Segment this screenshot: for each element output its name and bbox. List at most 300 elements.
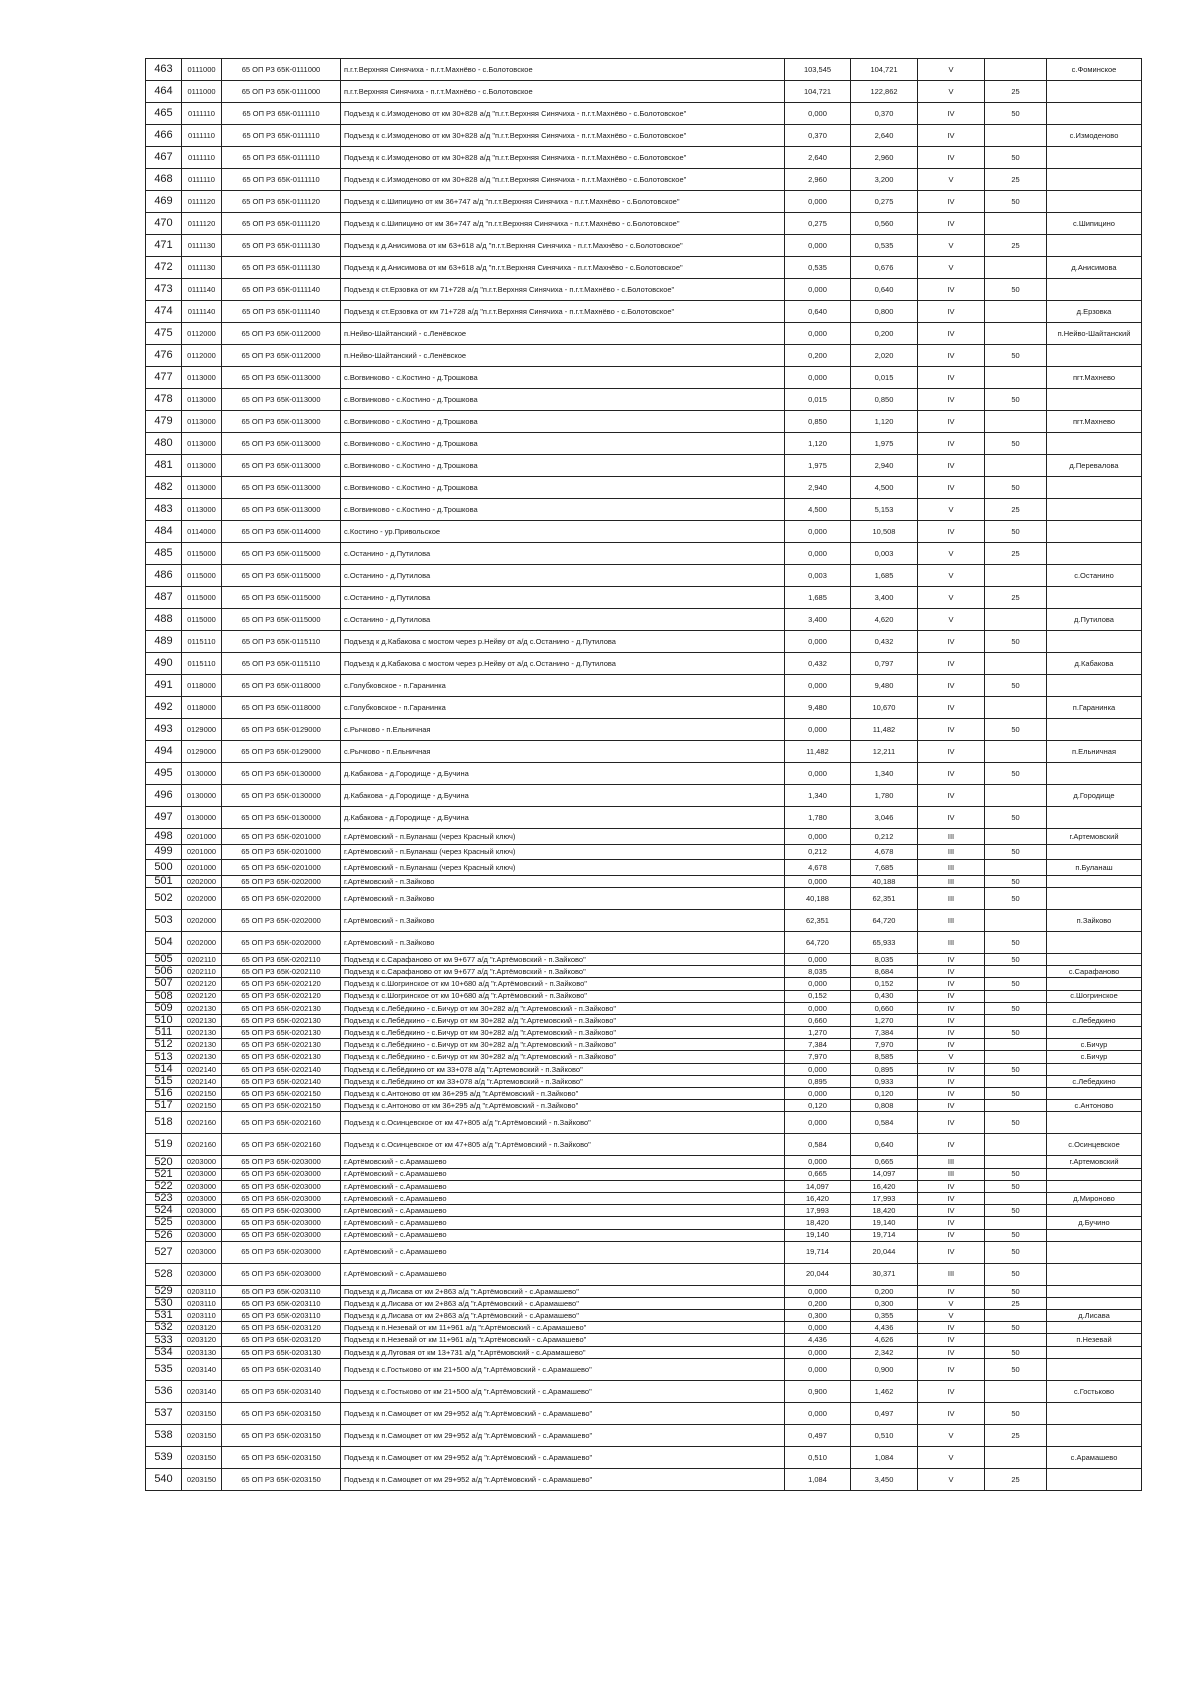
km-start-cell: 0,000 — [785, 191, 851, 213]
row-number-cell: 488 — [146, 609, 182, 631]
speed-limit-cell — [985, 990, 1047, 1002]
table-row — [146, 697, 1142, 719]
row-number-cell: 540 — [146, 1468, 182, 1490]
km-end-cell: 65,933 — [851, 931, 918, 953]
speed-limit-cell: 25 — [985, 587, 1047, 609]
km-start-cell: 1,780 — [785, 807, 851, 829]
row-number-cell: 511 — [146, 1027, 182, 1039]
road-name-cell: Подъезд к д.Лисава от км 2+863 а/д "г.Артёмовский - с.Арамашево" — [341, 1310, 785, 1322]
settlement-name-cell: п.Ельничная — [1047, 741, 1142, 763]
registration-number-cell: 65 ОП РЗ 65К-0113000 — [222, 411, 341, 433]
road-category-cell: IV — [918, 1346, 985, 1358]
road-code-cell: 0111130 — [182, 235, 222, 257]
road-category-cell: III — [918, 887, 985, 909]
table-row — [146, 103, 1142, 125]
road-category-cell: V — [918, 565, 985, 587]
road-code-cell: 0202130 — [182, 1002, 222, 1014]
road-category-cell: IV — [918, 1241, 985, 1263]
road-code-cell: 0203000 — [182, 1217, 222, 1229]
road-name-cell: Подъезд к с.Лебёдкино - с.Бичур от км 30+282 а/д "г.Артемовский - п.Зайково" — [341, 1014, 785, 1026]
row-number-cell: 519 — [146, 1134, 182, 1156]
row-number-cell: 469 — [146, 191, 182, 213]
km-start-cell: 0,497 — [785, 1424, 851, 1446]
road-category-cell: IV — [918, 433, 985, 455]
road-category-cell: IV — [918, 1002, 985, 1014]
km-end-cell: 1,270 — [851, 1014, 918, 1026]
settlement-name-cell: пгт.Махнево — [1047, 411, 1142, 433]
km-start-cell: 1,685 — [785, 587, 851, 609]
road-name-cell: Подъезд к с.Гостьково от км 21+500 а/д "г.Артёмовский - с.Арамашево" — [341, 1358, 785, 1380]
registration-number-cell: 65 ОП РЗ 65К-0203000 — [222, 1180, 341, 1192]
km-end-cell: 17,993 — [851, 1192, 918, 1204]
speed-limit-cell: 25 — [985, 169, 1047, 191]
row-number-cell: 507 — [146, 978, 182, 990]
settlement-name-cell — [1047, 1402, 1142, 1424]
registration-number-cell: 65 ОП РЗ 65К-0115000 — [222, 587, 341, 609]
km-start-cell: 0,000 — [785, 1063, 851, 1075]
km-start-cell: 0,000 — [785, 1358, 851, 1380]
table-row — [146, 1063, 1142, 1075]
road-name-cell: с.Костино - ур.Привольское — [341, 521, 785, 543]
road-code-cell: 0202000 — [182, 875, 222, 887]
road-category-cell: IV — [918, 1112, 985, 1134]
registration-number-cell: 65 ОП РЗ 65К-0202130 — [222, 1002, 341, 1014]
row-number-cell: 486 — [146, 565, 182, 587]
road-code-cell: 0202000 — [182, 931, 222, 953]
table-row — [146, 1380, 1142, 1402]
row-number-cell: 475 — [146, 323, 182, 345]
km-end-cell: 0,584 — [851, 1112, 918, 1134]
road-category-cell: V — [918, 543, 985, 565]
road-code-cell: 0115000 — [182, 587, 222, 609]
km-end-cell: 0,808 — [851, 1100, 918, 1112]
road-name-cell: г.Артёмовский - с.Арамашево — [341, 1180, 785, 1192]
table-row — [146, 367, 1142, 389]
table-row — [146, 1112, 1142, 1134]
table-row — [146, 1180, 1142, 1192]
registration-number-cell: 65 ОП РЗ 65К-0202000 — [222, 931, 341, 953]
registration-number-cell: 65 ОП РЗ 65К-0203150 — [222, 1424, 341, 1446]
table-row — [146, 1168, 1142, 1180]
km-start-cell: 0,000 — [785, 367, 851, 389]
road-code-cell: 0203000 — [182, 1192, 222, 1204]
registration-number-cell: 65 ОП РЗ 65К-0111110 — [222, 103, 341, 125]
row-number-cell: 534 — [146, 1346, 182, 1358]
row-number-cell: 490 — [146, 653, 182, 675]
registration-number-cell: 65 ОП РЗ 65К-0111140 — [222, 301, 341, 323]
speed-limit-cell: 25 — [985, 1424, 1047, 1446]
road-name-cell: Подъезд к с.Измоденово от км 30+828 а/д "п.г.т.Верхняя Синячиха - п.г.т.Махнёво - с.Болотовское" — [341, 125, 785, 147]
speed-limit-cell: 50 — [985, 953, 1047, 965]
km-start-cell: 18,420 — [785, 1217, 851, 1229]
registration-number-cell: 65 ОП РЗ 65К-0111110 — [222, 125, 341, 147]
road-name-cell: Подъезд к ст.Ерзовка от км 71+728 а/д "п.г.т.Верхняя Синячиха - п.г.т.Махнёво - с.Болотовское" — [341, 279, 785, 301]
road-code-cell: 0202130 — [182, 1051, 222, 1063]
registration-number-cell: 65 ОП РЗ 65К-0202130 — [222, 1027, 341, 1039]
road-name-cell: с.Вогвинково - с.Костино - д.Трошкова — [341, 499, 785, 521]
road-category-cell: IV — [918, 1134, 985, 1156]
road-code-cell: 0111120 — [182, 191, 222, 213]
road-name-cell: г.Артёмовский - п.Зайково — [341, 887, 785, 909]
km-start-cell: 0,212 — [785, 844, 851, 860]
registration-number-cell: 65 ОП РЗ 65К-0111110 — [222, 147, 341, 169]
settlement-name-cell — [1047, 147, 1142, 169]
row-number-cell: 513 — [146, 1051, 182, 1063]
road-code-cell: 0113000 — [182, 477, 222, 499]
km-start-cell: 0,000 — [785, 763, 851, 785]
table-row — [146, 931, 1142, 953]
road-code-cell: 0203150 — [182, 1424, 222, 1446]
speed-limit-cell — [985, 741, 1047, 763]
km-start-cell: 19,714 — [785, 1241, 851, 1263]
row-number-cell: 494 — [146, 741, 182, 763]
road-name-cell: Подъезд к с.Шипицино от км 36+747 а/д "п.г.т.Верхняя Синячиха - п.г.т.Махнёво - с.Болотовское" — [341, 191, 785, 213]
table-row — [146, 844, 1142, 860]
km-start-cell: 0,000 — [785, 875, 851, 887]
road-code-cell: 0203110 — [182, 1285, 222, 1297]
road-name-cell: Подъезд к с.Лебёдкино от км 33+078 а/д "г.Артемовский - п.Зайково" — [341, 1075, 785, 1087]
table-row — [146, 565, 1142, 587]
speed-limit-cell — [985, 257, 1047, 279]
road-category-cell: IV — [918, 147, 985, 169]
road-code-cell: 0111110 — [182, 103, 222, 125]
km-start-cell: 7,970 — [785, 1051, 851, 1063]
road-category-cell: V — [918, 59, 985, 81]
km-end-cell: 0,497 — [851, 1402, 918, 1424]
km-start-cell: 0,510 — [785, 1446, 851, 1468]
registration-number-cell: 65 ОП РЗ 65К-0202000 — [222, 909, 341, 931]
km-start-cell: 0,000 — [785, 1156, 851, 1168]
road-name-cell: с.Голубковское - п.Гаранинка — [341, 697, 785, 719]
registration-number-cell: 65 ОП РЗ 65К-0111120 — [222, 191, 341, 213]
table-row — [146, 389, 1142, 411]
road-code-cell: 0118000 — [182, 675, 222, 697]
road-name-cell: Подъезд к с.Лебёдкино от км 33+078 а/д "г.Артемовский - п.Зайково" — [341, 1063, 785, 1075]
road-category-cell: IV — [918, 1205, 985, 1217]
km-end-cell: 0,676 — [851, 257, 918, 279]
km-end-cell: 0,800 — [851, 301, 918, 323]
km-end-cell: 8,585 — [851, 1051, 918, 1063]
km-start-cell: 40,188 — [785, 887, 851, 909]
road-category-cell: IV — [918, 1380, 985, 1402]
registration-number-cell: 65 ОП РЗ 65К-0202120 — [222, 978, 341, 990]
km-end-cell: 14,097 — [851, 1168, 918, 1180]
km-end-cell: 30,371 — [851, 1263, 918, 1285]
registration-number-cell: 65 ОП РЗ 65К-0202000 — [222, 875, 341, 887]
speed-limit-cell: 50 — [985, 103, 1047, 125]
settlement-name-cell — [1047, 389, 1142, 411]
road-code-cell: 0113000 — [182, 455, 222, 477]
road-name-cell: д.Кабакова - д.Городище - д.Бучина — [341, 785, 785, 807]
row-number-cell: 517 — [146, 1100, 182, 1112]
road-name-cell: с.Вогвинково - с.Костино - д.Трошкова — [341, 411, 785, 433]
row-number-cell: 464 — [146, 81, 182, 103]
road-code-cell: 0202130 — [182, 1039, 222, 1051]
road-code-cell: 0111000 — [182, 59, 222, 81]
registration-number-cell: 65 ОП РЗ 65К-0130000 — [222, 807, 341, 829]
speed-limit-cell: 50 — [985, 1322, 1047, 1334]
row-number-cell: 463 — [146, 59, 182, 81]
km-start-cell: 4,436 — [785, 1334, 851, 1346]
speed-limit-cell: 25 — [985, 1297, 1047, 1309]
road-code-cell: 0111110 — [182, 125, 222, 147]
km-start-cell: 0,000 — [785, 103, 851, 125]
km-start-cell: 0,000 — [785, 521, 851, 543]
speed-limit-cell: 50 — [985, 521, 1047, 543]
km-end-cell: 0,200 — [851, 1285, 918, 1297]
road-name-cell: Подъезд к д.Лисава от км 2+863 а/д "г.Артёмовский - с.Арамашево" — [341, 1297, 785, 1309]
road-name-cell: с.Рычково - п.Ельничная — [341, 719, 785, 741]
road-category-cell: V — [918, 1468, 985, 1490]
row-number-cell: 495 — [146, 763, 182, 785]
road-name-cell: г.Артёмовский - с.Арамашево — [341, 1205, 785, 1217]
km-start-cell: 0,000 — [785, 719, 851, 741]
row-number-cell: 515 — [146, 1075, 182, 1087]
road-category-cell: IV — [918, 953, 985, 965]
km-start-cell: 64,720 — [785, 931, 851, 953]
table-row — [146, 829, 1142, 845]
road-name-cell: Подъезд к с.Гостьково от км 21+500 а/д "г.Артёмовский - с.Арамашево" — [341, 1380, 785, 1402]
road-code-cell: 0203000 — [182, 1205, 222, 1217]
row-number-cell: 514 — [146, 1063, 182, 1075]
table-row — [146, 1192, 1142, 1204]
speed-limit-cell: 50 — [985, 763, 1047, 785]
row-number-cell: 496 — [146, 785, 182, 807]
row-number-cell: 471 — [146, 235, 182, 257]
km-start-cell: 3,400 — [785, 609, 851, 631]
road-code-cell: 0115000 — [182, 609, 222, 631]
settlement-name-cell — [1047, 1205, 1142, 1217]
table-row — [146, 1468, 1142, 1490]
road-name-cell: д.Кабакова - д.Городище - д.Бучина — [341, 763, 785, 785]
km-start-cell: 4,678 — [785, 860, 851, 876]
km-start-cell: 0,000 — [785, 543, 851, 565]
km-end-cell: 3,200 — [851, 169, 918, 191]
km-end-cell: 0,432 — [851, 631, 918, 653]
settlement-name-cell: д.Городище — [1047, 785, 1142, 807]
road-code-cell: 0111120 — [182, 213, 222, 235]
km-start-cell: 104,721 — [785, 81, 851, 103]
row-number-cell: 509 — [146, 1002, 182, 1014]
row-number-cell: 487 — [146, 587, 182, 609]
road-code-cell: 0202130 — [182, 1014, 222, 1026]
row-number-cell: 470 — [146, 213, 182, 235]
registration-number-cell: 65 ОП РЗ 65К-0130000 — [222, 763, 341, 785]
road-category-cell: III — [918, 1156, 985, 1168]
km-end-cell: 0,660 — [851, 1002, 918, 1014]
road-name-cell: Подъезд к д.Анисимова от км 63+618 а/д "п.г.т.Верхняя Синячиха - п.г.т.Махнёво - с.Болотовское" — [341, 257, 785, 279]
speed-limit-cell: 50 — [985, 345, 1047, 367]
road-name-cell: д.Кабакова - д.Городище - д.Бучина — [341, 807, 785, 829]
speed-limit-cell: 50 — [985, 1285, 1047, 1297]
table-row — [146, 191, 1142, 213]
settlement-name-cell — [1047, 1285, 1142, 1297]
speed-limit-cell — [985, 1014, 1047, 1026]
road-name-cell: г.Артёмовский - с.Арамашево — [341, 1217, 785, 1229]
row-number-cell: 510 — [146, 1014, 182, 1026]
table-row — [146, 213, 1142, 235]
settlement-name-cell — [1047, 1088, 1142, 1100]
road-name-cell: Подъезд к с.Лебёдкино - с.Бичур от км 30+282 а/д "г.Артемовский - п.Зайково" — [341, 1051, 785, 1063]
speed-limit-cell: 25 — [985, 81, 1047, 103]
road-code-cell: 0202140 — [182, 1075, 222, 1087]
table-row — [146, 499, 1142, 521]
road-name-cell: г.Артёмовский - с.Арамашево — [341, 1241, 785, 1263]
table-row — [146, 59, 1142, 81]
road-register-sheet — [145, 58, 1141, 1491]
speed-limit-cell: 50 — [985, 1402, 1047, 1424]
table-row — [146, 1205, 1142, 1217]
registration-number-cell: 65 ОП РЗ 65К-0113000 — [222, 499, 341, 521]
registration-number-cell: 65 ОП РЗ 65К-0112000 — [222, 345, 341, 367]
road-category-cell: IV — [918, 1192, 985, 1204]
speed-limit-cell — [985, 455, 1047, 477]
road-category-cell: IV — [918, 785, 985, 807]
road-category-cell: III — [918, 1263, 985, 1285]
speed-limit-cell: 50 — [985, 1229, 1047, 1241]
road-category-cell: IV — [918, 455, 985, 477]
settlement-name-cell: с.Бичур — [1047, 1051, 1142, 1063]
settlement-name-cell: д.Кабакова — [1047, 653, 1142, 675]
table-row — [146, 257, 1142, 279]
road-code-cell: 0115000 — [182, 543, 222, 565]
table-row — [146, 521, 1142, 543]
km-end-cell: 0,120 — [851, 1088, 918, 1100]
registration-number-cell: 65 ОП РЗ 65К-0203000 — [222, 1156, 341, 1168]
registration-number-cell: 65 ОП РЗ 65К-0202140 — [222, 1075, 341, 1087]
registration-number-cell: 65 ОП РЗ 65К-0202130 — [222, 1039, 341, 1051]
road-name-cell: г.Артёмовский - п.Зайково — [341, 909, 785, 931]
road-category-cell: IV — [918, 301, 985, 323]
km-start-cell: 0,003 — [785, 565, 851, 587]
road-category-cell: III — [918, 909, 985, 931]
road-code-cell: 0202110 — [182, 953, 222, 965]
settlement-name-cell — [1047, 1112, 1142, 1134]
row-number-cell: 468 — [146, 169, 182, 191]
row-number-cell: 538 — [146, 1424, 182, 1446]
registration-number-cell: 65 ОП РЗ 65К-0115110 — [222, 631, 341, 653]
km-end-cell: 1,340 — [851, 763, 918, 785]
registration-number-cell: 65 ОП РЗ 65К-0203110 — [222, 1310, 341, 1322]
road-category-cell: IV — [918, 631, 985, 653]
settlement-name-cell: пгт.Махнево — [1047, 367, 1142, 389]
speed-limit-cell — [985, 909, 1047, 931]
registration-number-cell: 65 ОП РЗ 65К-0118000 — [222, 697, 341, 719]
settlement-name-cell: д.Анисимова — [1047, 257, 1142, 279]
road-code-cell: 0202130 — [182, 1027, 222, 1039]
km-end-cell: 0,640 — [851, 1134, 918, 1156]
road-code-cell: 0111110 — [182, 147, 222, 169]
table-row — [146, 1014, 1142, 1026]
row-number-cell: 482 — [146, 477, 182, 499]
road-name-cell: с.Вогвинково - с.Костино - д.Трошкова — [341, 367, 785, 389]
settlement-name-cell — [1047, 521, 1142, 543]
road-code-cell: 0202110 — [182, 966, 222, 978]
settlement-name-cell: с.Измоденово — [1047, 125, 1142, 147]
km-end-cell: 7,384 — [851, 1027, 918, 1039]
km-end-cell: 8,684 — [851, 966, 918, 978]
km-start-cell: 0,000 — [785, 1346, 851, 1358]
row-number-cell: 523 — [146, 1192, 182, 1204]
registration-number-cell: 65 ОП РЗ 65К-0203000 — [222, 1217, 341, 1229]
table-row — [146, 1088, 1142, 1100]
road-category-cell: V — [918, 1446, 985, 1468]
settlement-name-cell — [1047, 1241, 1142, 1263]
row-number-cell: 473 — [146, 279, 182, 301]
registration-number-cell: 65 ОП РЗ 65К-0111130 — [222, 257, 341, 279]
road-name-cell: Подъезд к с.Лебёдкино - с.Бичур от км 30+282 а/д "г.Артемовский - п.Зайково" — [341, 1002, 785, 1014]
table-row — [146, 1310, 1142, 1322]
registration-number-cell: 65 ОП РЗ 65К-0202130 — [222, 1014, 341, 1026]
road-category-cell: V — [918, 81, 985, 103]
settlement-name-cell: с.Шипицино — [1047, 213, 1142, 235]
road-name-cell: Подъезд к с.Шогринское от км 10+680 а/д "г.Артёмовский - п.Зайково" — [341, 990, 785, 1002]
row-number-cell: 467 — [146, 147, 182, 169]
row-number-cell: 492 — [146, 697, 182, 719]
settlement-name-cell — [1047, 1263, 1142, 1285]
table-row — [146, 875, 1142, 887]
road-category-cell: IV — [918, 1100, 985, 1112]
table-row — [146, 1358, 1142, 1380]
table-row — [146, 741, 1142, 763]
km-end-cell: 0,015 — [851, 367, 918, 389]
road-code-cell: 0203140 — [182, 1380, 222, 1402]
km-end-cell: 62,351 — [851, 887, 918, 909]
road-category-cell: IV — [918, 675, 985, 697]
road-code-cell: 0202150 — [182, 1100, 222, 1112]
settlement-name-cell: с.Сарафаново — [1047, 966, 1142, 978]
settlement-name-cell — [1047, 1346, 1142, 1358]
road-code-cell: 0202120 — [182, 978, 222, 990]
registration-number-cell: 65 ОП РЗ 65К-0113000 — [222, 477, 341, 499]
road-code-cell: 0118000 — [182, 697, 222, 719]
registration-number-cell: 65 ОП РЗ 65К-0202160 — [222, 1112, 341, 1134]
km-end-cell: 0,850 — [851, 389, 918, 411]
road-name-cell: п.г.т.Верхняя Синячиха - п.г.т.Махнёво - с.Болотовское — [341, 81, 785, 103]
km-end-cell: 8,035 — [851, 953, 918, 965]
table-row — [146, 433, 1142, 455]
row-number-cell: 485 — [146, 543, 182, 565]
registration-number-cell: 65 ОП РЗ 65К-0114000 — [222, 521, 341, 543]
registration-number-cell: 65 ОП РЗ 65К-0203140 — [222, 1380, 341, 1402]
road-code-cell: 0203000 — [182, 1180, 222, 1192]
km-start-cell: 0,000 — [785, 1112, 851, 1134]
registration-number-cell: 65 ОП РЗ 65К-0202110 — [222, 953, 341, 965]
road-category-cell: IV — [918, 653, 985, 675]
speed-limit-cell: 50 — [985, 719, 1047, 741]
registration-number-cell: 65 ОП РЗ 65К-0118000 — [222, 675, 341, 697]
speed-limit-cell — [985, 1075, 1047, 1087]
row-number-cell: 491 — [146, 675, 182, 697]
km-end-cell: 20,044 — [851, 1241, 918, 1263]
settlement-name-cell: с.Арамашево — [1047, 1446, 1142, 1468]
table-row — [146, 785, 1142, 807]
table-row — [146, 1039, 1142, 1051]
registration-number-cell: 65 ОП РЗ 65К-0201000 — [222, 844, 341, 860]
road-category-cell: IV — [918, 1039, 985, 1051]
road-category-cell: IV — [918, 719, 985, 741]
settlement-name-cell — [1047, 191, 1142, 213]
row-number-cell: 506 — [146, 966, 182, 978]
road-name-cell: с.Останино - д.Путилова — [341, 587, 785, 609]
registration-number-cell: 65 ОП РЗ 65К-0113000 — [222, 455, 341, 477]
road-name-cell: г.Артёмовский - п.Буланаш (через Красный ключ) — [341, 860, 785, 876]
road-name-cell: Подъезд к с.Лебёдкино - с.Бичур от км 30+282 а/д "г.Артемовский - п.Зайково" — [341, 1027, 785, 1039]
km-start-cell: 19,140 — [785, 1229, 851, 1241]
settlement-name-cell — [1047, 1424, 1142, 1446]
road-name-cell: с.Рычково - п.Ельничная — [341, 741, 785, 763]
speed-limit-cell: 50 — [985, 1112, 1047, 1134]
